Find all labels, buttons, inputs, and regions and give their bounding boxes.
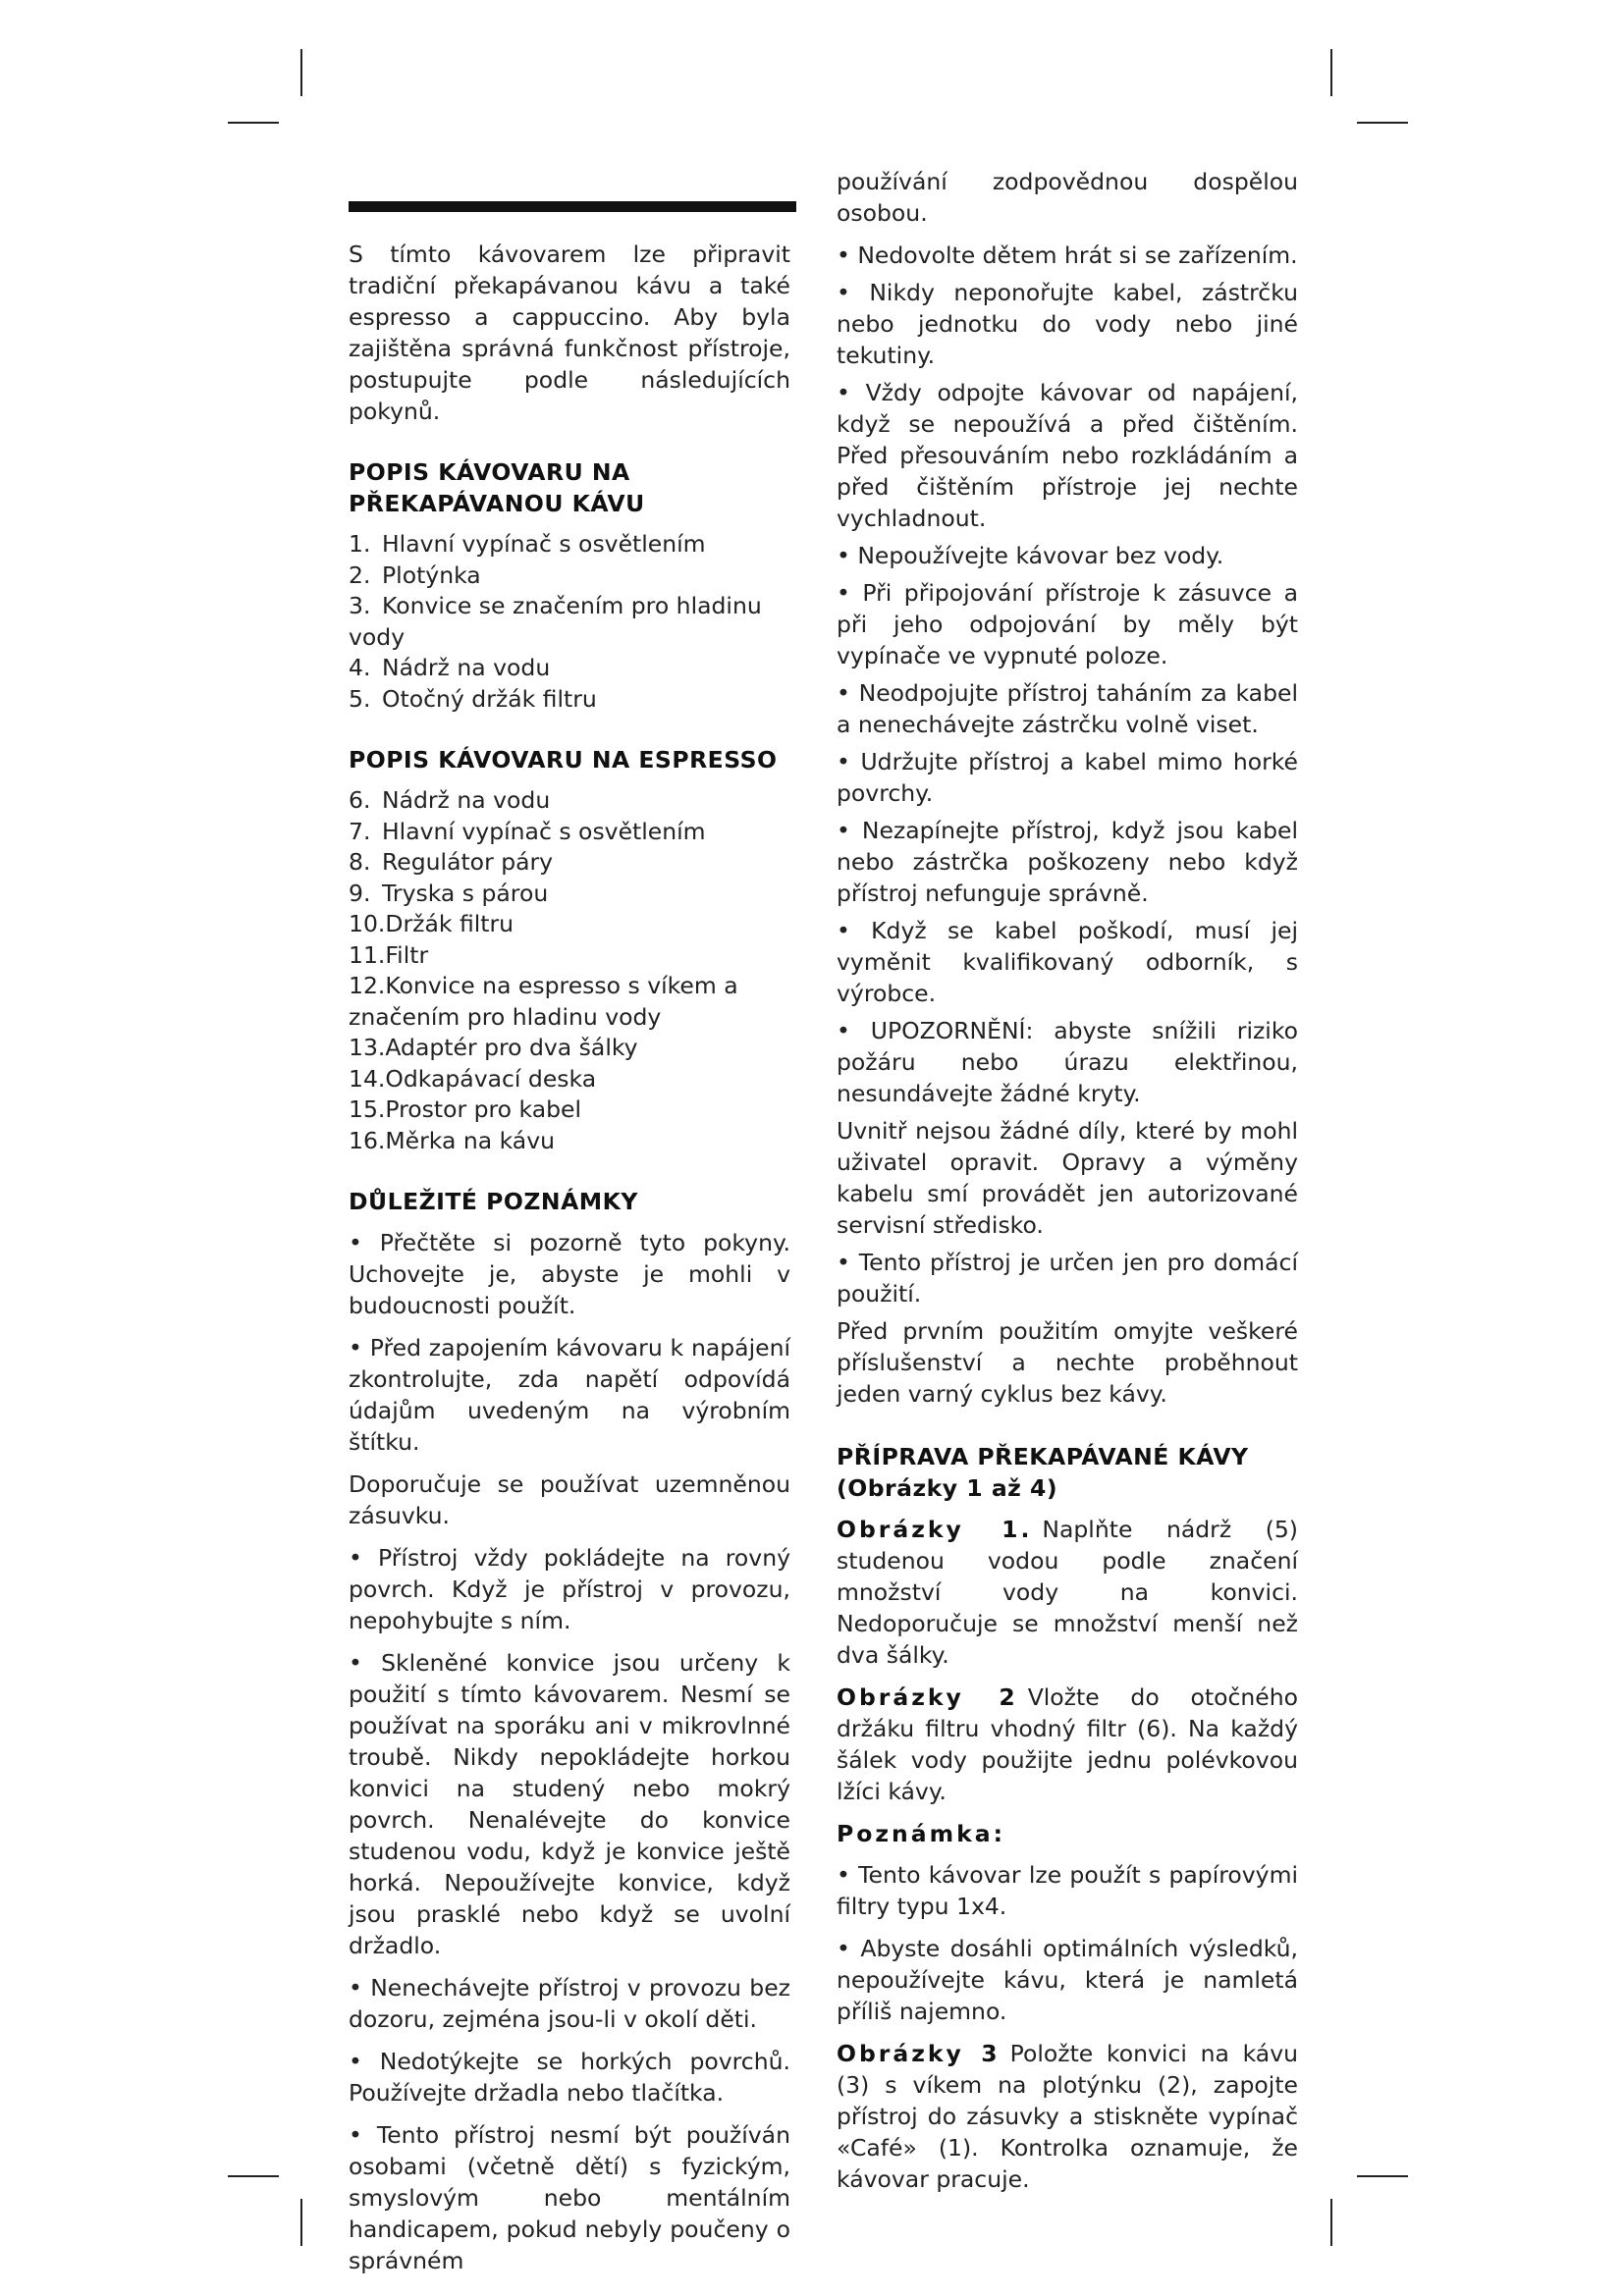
figure-2-text: Vložte do otočného držáku filtru vhodný filtr (6). Na každý šálek vody použijte jednu polévkovou lžíci kávy. xyxy=(837,1683,1298,1805)
drip-parts-list xyxy=(349,529,790,715)
figure-3-text: Položte konvici na kávu (3) s víkem na plotýnku (2), zapojte přístroj do zásuvky a stiskněte vypínač «Café» (1). Kontrolka oznamuje, že kávovar pracuje. xyxy=(837,2040,1298,2193)
note-paragraph: Doporučuje se používat uzemněnou zásuvku. xyxy=(349,1470,790,1529)
note-label: Poznámka: xyxy=(837,1820,1006,1847)
safety-paragraph: Před prvním použitím omyjte veškeré příslušenství a nechte proběhnout jeden varný cyklus bez kávy. xyxy=(837,1317,1298,1408)
figure-3-step xyxy=(837,2038,1298,2195)
safety-paragraph: • Nepoužívejte kávovar bez vody. xyxy=(837,540,1298,571)
safety-paragraph: • Neodpojujte přístroj taháním za kabel a nenechávejte zástrčku volně viset. xyxy=(837,677,1298,740)
safety-paragraph: • Nezapínejte přístroj, když jsou kabel nebo zástrčka poškozeny nebo když přístroj nefunguje správně. xyxy=(837,815,1298,909)
drip-preparation-heading: PŘÍPRAVA PŘEKAPÁVANÉ KÁVY (Obrázky 1 až 4) xyxy=(837,1443,1249,1502)
figure-3-label: Obrázky 3 xyxy=(837,2040,1001,2067)
note-paragraph: • Přečtěte si pozorně tyto pokyny. Uchovejte je, abyste je mohli v budoucnosti použít. xyxy=(349,1227,790,1321)
crop-mark xyxy=(300,2199,302,2246)
safety-paragraph: • Udržujte přístroj a kabel mimo horké povrchy. xyxy=(837,746,1298,809)
list-item: 16.Měrka na kávu xyxy=(349,1126,555,1154)
list-item: 10.Držák filtru xyxy=(349,910,514,937)
drip-description-heading: POPIS KÁVOVARU NA PŘEKAPÁVANOU KÁVU xyxy=(349,458,645,517)
list-item: 12.Konvice na espresso s víkem a značením pro hladinu vody xyxy=(349,972,738,1031)
list-item: 15.Prostor pro kabel xyxy=(349,1095,582,1123)
intro-paragraph: S tímto kávovarem lze připravit tradiční překapávanou kávu a také espresso a cappuccino. Aby byla zajištěna správná funkčnost přístroje, postupujte podle následujících pokynů. xyxy=(349,240,790,425)
figure-2-step xyxy=(837,1682,1298,1807)
list-item: 14.Odkapávací deska xyxy=(349,1064,597,1093)
figure-1-step xyxy=(837,1514,1298,1671)
list-item: 8. Regulátor páry xyxy=(349,848,554,876)
note-paragraph: • Tento přístroj nesmí být používán osobami (včetně dětí) s fyzickým, smyslovým nebo mentálním handicapem, pokud nebyly poučeny o správném xyxy=(349,2119,790,2276)
safety-paragraph: • UPOZORNĚNÍ: abyste snížili riziko požáru nebo úrazu elektřinou, nesundávejte žádné kryty. xyxy=(837,1015,1298,1109)
safety-paragraph: • Při připojování přístroje k zásuvce a při jeho odpojování by měly být vypínače ve vypnuté poloze. xyxy=(837,577,1298,671)
continued-paragraph: používání zodpovědnou dospělou osobou. xyxy=(837,168,1298,227)
crop-mark xyxy=(228,2175,279,2177)
note-paragraph: • Před zapojením kávovaru k napájení zkontrolujte, zda napětí odpovídá údajům uvedeným na výrobním štítku. xyxy=(349,1332,790,1458)
list-item: 9. Tryska s párou xyxy=(349,879,549,907)
right-column xyxy=(837,166,1298,2206)
note-paragraph: • Nedotýkejte se horkých povrchů. Používejte držadla nebo tlačítka. xyxy=(349,2046,790,2109)
list-item: 4. Nádrž na vodu xyxy=(349,654,551,681)
crop-mark xyxy=(1330,49,1332,96)
safety-paragraph: • Když se kabel poškodí, musí jej vyměnit kvalifikovaný odborník, s výrobce. xyxy=(837,915,1298,1009)
left-column xyxy=(349,201,790,2287)
safety-paragraph: • Nedovolte dětem hrát si se zařízením. xyxy=(837,240,1298,271)
figure-1-label: Obrázky 1. xyxy=(837,1516,1033,1543)
list-item: 1. Hlavní vypínač s osvětlením xyxy=(349,530,706,558)
crop-mark xyxy=(1330,2199,1332,2246)
section-rule xyxy=(349,201,796,212)
list-item: 11.Filtr xyxy=(349,940,429,969)
list-item: 7. Hlavní vypínač s osvětlením xyxy=(349,817,706,845)
list-item: 5. Otočný držák filtru xyxy=(349,684,597,713)
list-item: 3. Konvice se značením pro hladinu vody xyxy=(349,592,762,651)
note-paragraph: • Skleněné konvice jsou určeny k použití s tímto kávovarem. Nesmí se používat na sporáku ani v mikrovlnné troubě. Nikdy nepokládejte horkou konvici na studený nebo mokrý povrch. Nenalévejte do konvice studenou vodu, když je konvice ještě horká. Nepoužívejte konvice, když jsou prasklé nebo když se uvolní držadlo. xyxy=(349,1647,790,1961)
note-paragraph: • Nenechávejte přístroj v provozu bez dozoru, zejména jsou-li v okolí děti. xyxy=(349,1972,790,2035)
safety-paragraph: • Nikdy neponořujte kabel, zástrčku nebo jednotku do vody nebo jiné tekutiny. xyxy=(837,277,1298,371)
figure-2-label: Obrázky 2 xyxy=(837,1683,1018,1711)
important-notes-heading: DŮLEŽITÉ POZNÁMKY xyxy=(349,1188,638,1215)
crop-mark xyxy=(228,122,279,124)
note-paragraph: • Přístroj vždy pokládejte na rovný povrch. Když je přístroj v provozu, nepohybujte s ním. xyxy=(349,1542,790,1636)
note-item: • Abyste dosáhli optimálních výsledků, nepoužívejte kávu, která je namletá příliš najemno. xyxy=(837,1933,1298,2027)
safety-paragraph: • Tento přístroj je určen jen pro domácí použití. xyxy=(837,1247,1298,1309)
list-item: 2. Plotýnka xyxy=(349,561,481,589)
safety-paragraph: Uvnitř nejsou žádné díly, které by mohl uživatel opravit. Opravy a výměny kabelu smí provádět jen autorizované servisní středisko. xyxy=(837,1117,1298,1239)
list-item: 6. Nádrž na vodu xyxy=(349,786,551,814)
espresso-description-heading: POPIS KÁVOVARU NA ESPRESSO xyxy=(349,746,778,774)
crop-mark xyxy=(1357,2175,1408,2177)
safety-paragraph: • Vždy odpojte kávovar od napájení, když se nepoužívá a před čištěním. Před přesouváním nebo rozkládáním a před čištěním přístroje jej nechte vychladnout. xyxy=(837,377,1298,534)
espresso-parts-list xyxy=(349,785,790,1156)
figure-1-text: Naplňte nádrž (5) studenou vodou podle značení množství vody na konvici. Nedoporučuje se množství menší než dva šálky. xyxy=(837,1516,1298,1669)
note-item: • Tento kávovar lze použít s papírovými filtry typu 1x4. xyxy=(837,1859,1298,1922)
crop-mark xyxy=(1357,122,1408,124)
list-item: 13.Adaptér pro dva šálky xyxy=(349,1034,638,1061)
crop-mark xyxy=(300,49,302,96)
